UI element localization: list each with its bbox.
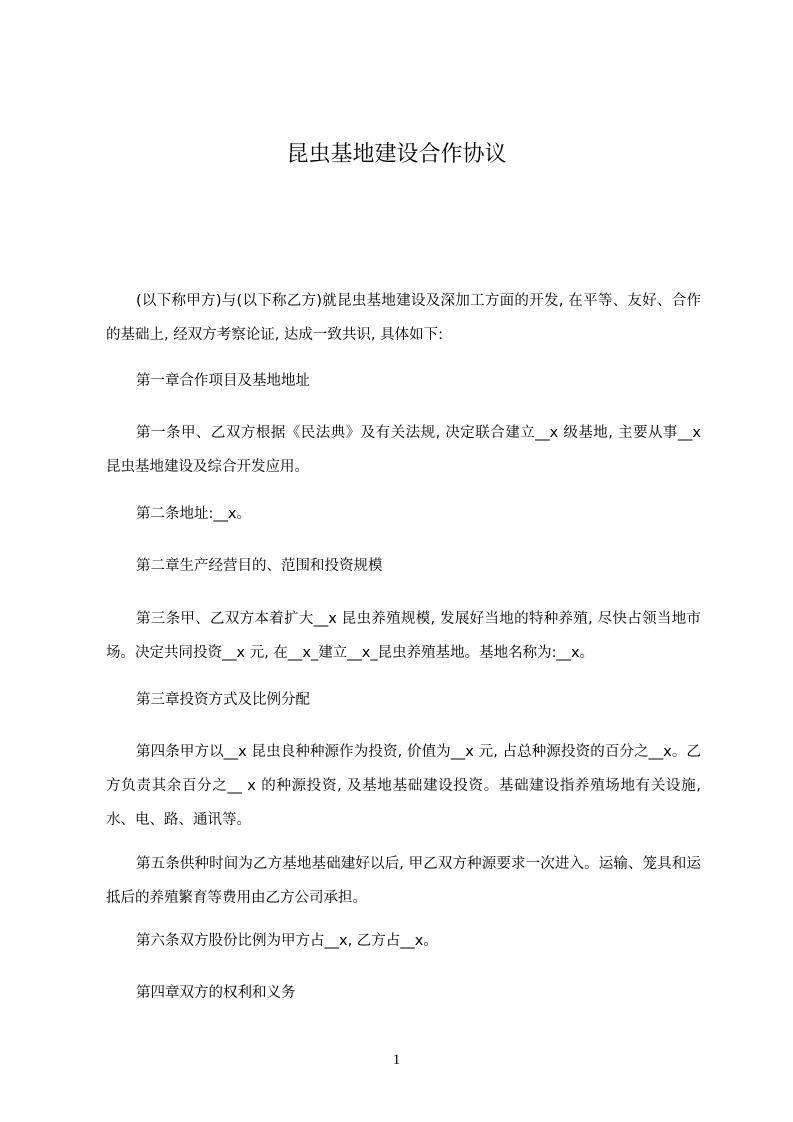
article-4-paragraph: 第四条甲方以__x 昆虫良种种源作为投资, 价值为__x 元, 占总种源投资的百分之__x。乙方负责其余百分之__ x 的种源投资, 及基地基础建设投资。基础建设指养殖场地有关设施, 水、电、路、通讯等。 [106,744,701,828]
chapter-3-heading: 第三章投资方式及比例分配 [136,692,310,708]
document-title: 昆虫基地建设合作协议 [286,142,507,167]
intro-paragraph: (以下称甲方)与(以下称乙方)就昆虫基地建设及深加工方面的开发, 在平等、友好、合作的基础上, 经双方考察论证, 达成一致共识, 具体如下: [106,293,701,343]
article-3-paragraph: 第三条甲、乙双方本着扩大__x 昆虫养殖规模, 发展好当地的特种养殖, 尽快占领当地市场。决定共同投资__x 元, 在__x_建立__x_昆虫养殖基地。基地名称为:__x。 [106,611,701,661]
article-6-paragraph: 第六条双方股份比例为甲方占__x, 乙方占__x。 [136,933,438,949]
chapter-1-heading: 第一章合作项目及基地地址 [136,373,310,389]
chapter-2-heading: 第二章生产经营目的、范围和投资规模 [136,558,383,574]
article-1-paragraph: 第一条甲、乙双方根据《民法典》及有关法规, 决定联合建立__x 级基地, 主要从事__x 昆虫基地建设及综合开发应用。 [106,425,701,475]
chapter-4-heading: 第四章双方的权利和义务 [136,985,296,1001]
article-5-paragraph: 第五条供种时间为乙方基地基础建好以后, 甲乙双方种源要求一次进入。运输、笼具和运抵后的养殖繁育等费用由乙方公司承担。 [106,856,701,906]
page-number: 1 [392,1052,401,1068]
article-2-paragraph: 第二条地址:__x。 [136,506,251,522]
